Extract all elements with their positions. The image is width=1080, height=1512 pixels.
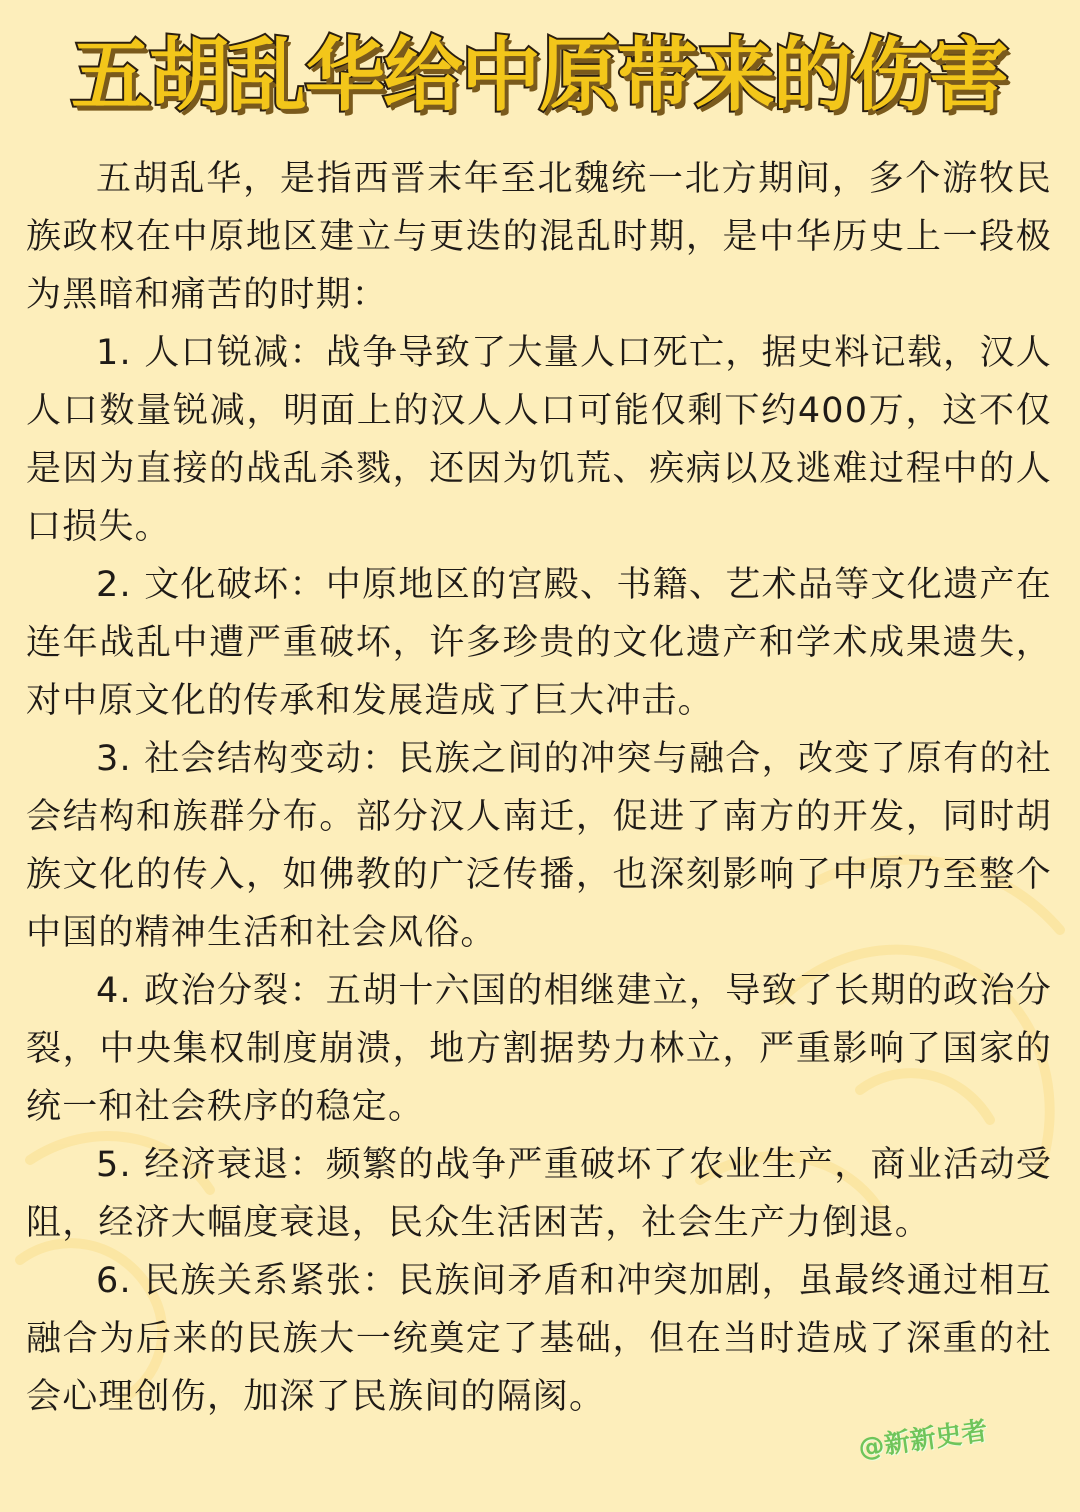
item-number: 2. bbox=[96, 565, 145, 605]
list-item bbox=[26, 962, 1052, 1136]
item-number: 6. bbox=[96, 1261, 145, 1301]
list-item bbox=[26, 730, 1052, 962]
intro-paragraph: 五胡乱华，是指西晋末年至北魏统一北方期间，多个游牧民族政权在中原地区建立与更迭的混乱时期，是中华历史上一段极为黑暗和痛苦的时期： bbox=[26, 159, 1052, 315]
item-text: 政治分裂：五胡十六国的相继建立，导致了长期的政治分裂，中央集权制度崩溃，地方割据势力林立，严重影响了国家的统一和社会秩序的稳定。 bbox=[26, 971, 1052, 1127]
list-item bbox=[26, 556, 1052, 730]
item-text: 民族关系紧张：民族间矛盾和冲突加剧，虽最终通过相互融合为后来的民族大一统奠定了基础，但在当时造成了深重的社会心理创伤，加深了民族间的隔阂。 bbox=[26, 1261, 1052, 1417]
item-text: 社会结构变动：民族之间的冲突与融合，改变了原有的社会结构和族群分布。部分汉人南迁，促进了南方的开发，同时胡族文化的传入，如佛教的广泛传播，也深刻影响了中原乃至整个中国的精神生活和社会风俗。 bbox=[26, 739, 1052, 953]
item-text: 文化破坏：中原地区的宫殿、书籍、艺术品等文化遗产在连年战乱中遭严重破坏，许多珍贵的文化遗产和学术成果遗失，对中原文化的传承和发展造成了巨大冲击。 bbox=[26, 565, 1052, 721]
watermark-name: @新新史者 bbox=[856, 1416, 990, 1464]
list-item bbox=[26, 1252, 1052, 1426]
list-item bbox=[26, 324, 1052, 556]
page-title: 五胡乱华给中原带来的伤害 bbox=[71, 29, 1007, 122]
item-text: 人口锐减：战争导致了大量人口死亡，据史料记载，汉人人口数量锐减，明面上的汉人人口可能仅剩下约400万，这不仅是因为直接的战乱杀戮，还因为饥荒、疾病以及逃难过程中的人口损失。 bbox=[26, 333, 1052, 547]
item-text: 经济衰退：频繁的战争严重破坏了农业生产，商业活动受阻，经济大幅度衰退，民众生活困苦，社会生产力倒退。 bbox=[26, 1145, 1052, 1243]
item-number: 1. bbox=[96, 333, 145, 373]
list-item bbox=[26, 1136, 1052, 1252]
article-body bbox=[26, 150, 1052, 1426]
item-number: 4. bbox=[96, 971, 145, 1011]
item-number: 5. bbox=[96, 1145, 145, 1185]
item-number: 3. bbox=[96, 739, 145, 779]
